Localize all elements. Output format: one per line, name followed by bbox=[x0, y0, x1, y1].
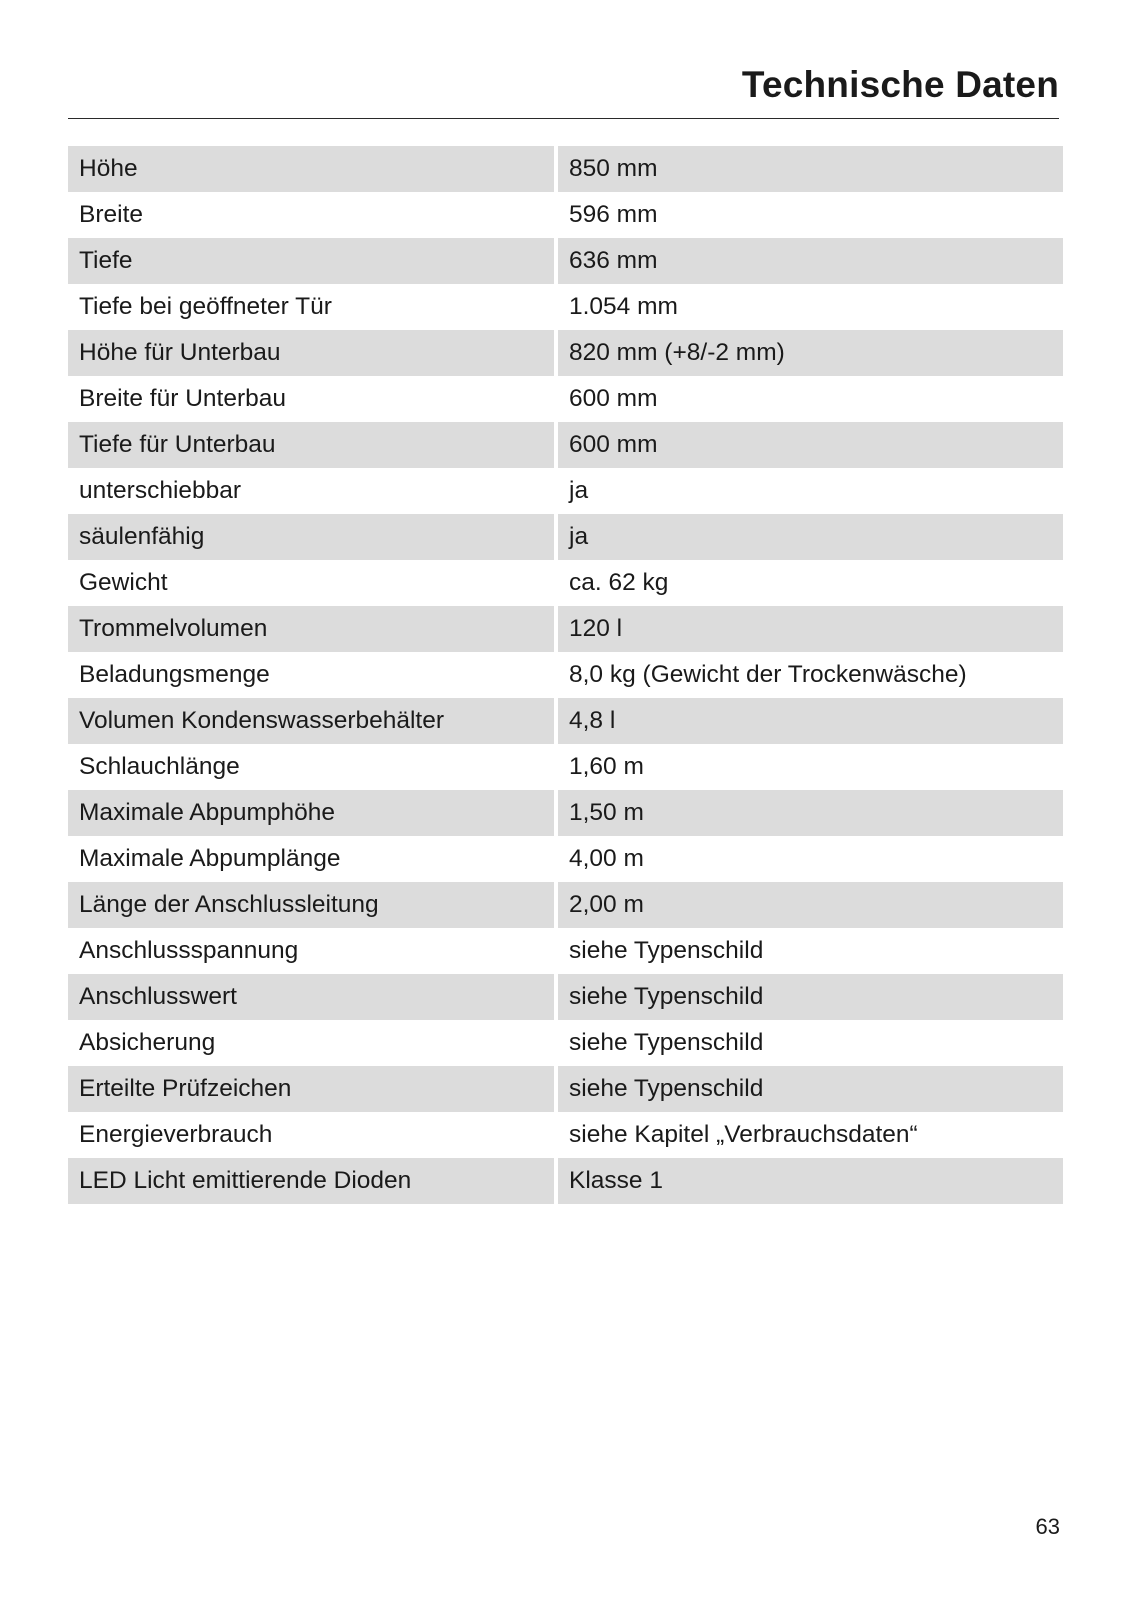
spec-value: siehe Typenschild bbox=[554, 974, 1063, 1020]
table-row bbox=[68, 928, 1063, 974]
spec-label: Höhe bbox=[68, 146, 554, 192]
spec-value: ca. 62 kg bbox=[554, 560, 1063, 606]
spec-value: 120 l bbox=[554, 606, 1063, 652]
spec-value: 596 mm bbox=[554, 192, 1063, 238]
spec-label: Energieverbrauch bbox=[68, 1112, 554, 1158]
spec-label: Maximale Abpumplänge bbox=[68, 836, 554, 882]
spec-value: 4,8 l bbox=[554, 698, 1063, 744]
table-row bbox=[68, 514, 1063, 560]
page-number: 63 bbox=[1035, 1514, 1060, 1539]
spec-value: 600 mm bbox=[554, 422, 1063, 468]
spec-label: Tiefe bei geöffneter Tür bbox=[68, 284, 554, 330]
page-header bbox=[68, 60, 1059, 119]
spec-value: 8,0 kg (Gewicht der Trockenwäsche) bbox=[554, 652, 1063, 698]
spec-label: Tiefe bbox=[68, 238, 554, 284]
spec-value: 850 mm bbox=[554, 146, 1063, 192]
table-row bbox=[68, 606, 1063, 652]
table-row bbox=[68, 560, 1063, 606]
spec-label: säulenfähig bbox=[68, 514, 554, 560]
spec-value: siehe Typenschild bbox=[554, 1066, 1063, 1112]
spec-label: Erteilte Prüfzeichen bbox=[68, 1066, 554, 1112]
spec-label: Trommelvolumen bbox=[68, 606, 554, 652]
table-row bbox=[68, 1158, 1063, 1204]
spec-value: 1,60 m bbox=[554, 744, 1063, 790]
spec-value: siehe Kapitel „Verbrauchsdaten“ bbox=[554, 1112, 1063, 1158]
spec-label: LED Licht emittierende Dioden bbox=[68, 1158, 554, 1204]
table-row bbox=[68, 146, 1063, 192]
spec-value: 600 mm bbox=[554, 376, 1063, 422]
spec-label: Breite bbox=[68, 192, 554, 238]
spec-value: siehe Typenschild bbox=[554, 928, 1063, 974]
spec-table bbox=[68, 146, 1063, 1204]
table-row bbox=[68, 836, 1063, 882]
spec-value: ja bbox=[554, 468, 1063, 514]
spec-label: unterschiebbar bbox=[68, 468, 554, 514]
table-row bbox=[68, 1112, 1063, 1158]
table-row bbox=[68, 882, 1063, 928]
table-row bbox=[68, 744, 1063, 790]
table-row bbox=[68, 376, 1063, 422]
spec-value: siehe Typenschild bbox=[554, 1020, 1063, 1066]
table-row bbox=[68, 974, 1063, 1020]
spec-value: 4,00 m bbox=[554, 836, 1063, 882]
spec-value: 2,00 m bbox=[554, 882, 1063, 928]
table-row bbox=[68, 468, 1063, 514]
spec-value: 820 mm (+8/-2 mm) bbox=[554, 330, 1063, 376]
spec-value: ja bbox=[554, 514, 1063, 560]
spec-value: Klasse 1 bbox=[554, 1158, 1063, 1204]
spec-label: Anschlussspannung bbox=[68, 928, 554, 974]
table-row bbox=[68, 652, 1063, 698]
spec-label: Maximale Abpumphöhe bbox=[68, 790, 554, 836]
spec-value: 636 mm bbox=[554, 238, 1063, 284]
spec-value: 1.054 mm bbox=[554, 284, 1063, 330]
table-row bbox=[68, 790, 1063, 836]
table-row bbox=[68, 422, 1063, 468]
spec-label: Absicherung bbox=[68, 1020, 554, 1066]
table-row bbox=[68, 330, 1063, 376]
table-row bbox=[68, 1020, 1063, 1066]
spec-label: Tiefe für Unterbau bbox=[68, 422, 554, 468]
spec-label: Breite für Unterbau bbox=[68, 376, 554, 422]
spec-label: Schlauchlänge bbox=[68, 744, 554, 790]
table-row bbox=[68, 1066, 1063, 1112]
table-row bbox=[68, 192, 1063, 238]
table-row bbox=[68, 284, 1063, 330]
table-row bbox=[68, 238, 1063, 284]
page-title: Technische Daten bbox=[741, 64, 1059, 105]
spec-label: Höhe für Unterbau bbox=[68, 330, 554, 376]
spec-label: Anschlusswert bbox=[68, 974, 554, 1020]
spec-label: Gewicht bbox=[68, 560, 554, 606]
table-row bbox=[68, 698, 1063, 744]
spec-label: Beladungsmenge bbox=[68, 652, 554, 698]
spec-label: Volumen Kondenswasserbehälter bbox=[68, 698, 554, 744]
spec-label: Länge der Anschlussleitung bbox=[68, 882, 554, 928]
spec-value: 1,50 m bbox=[554, 790, 1063, 836]
